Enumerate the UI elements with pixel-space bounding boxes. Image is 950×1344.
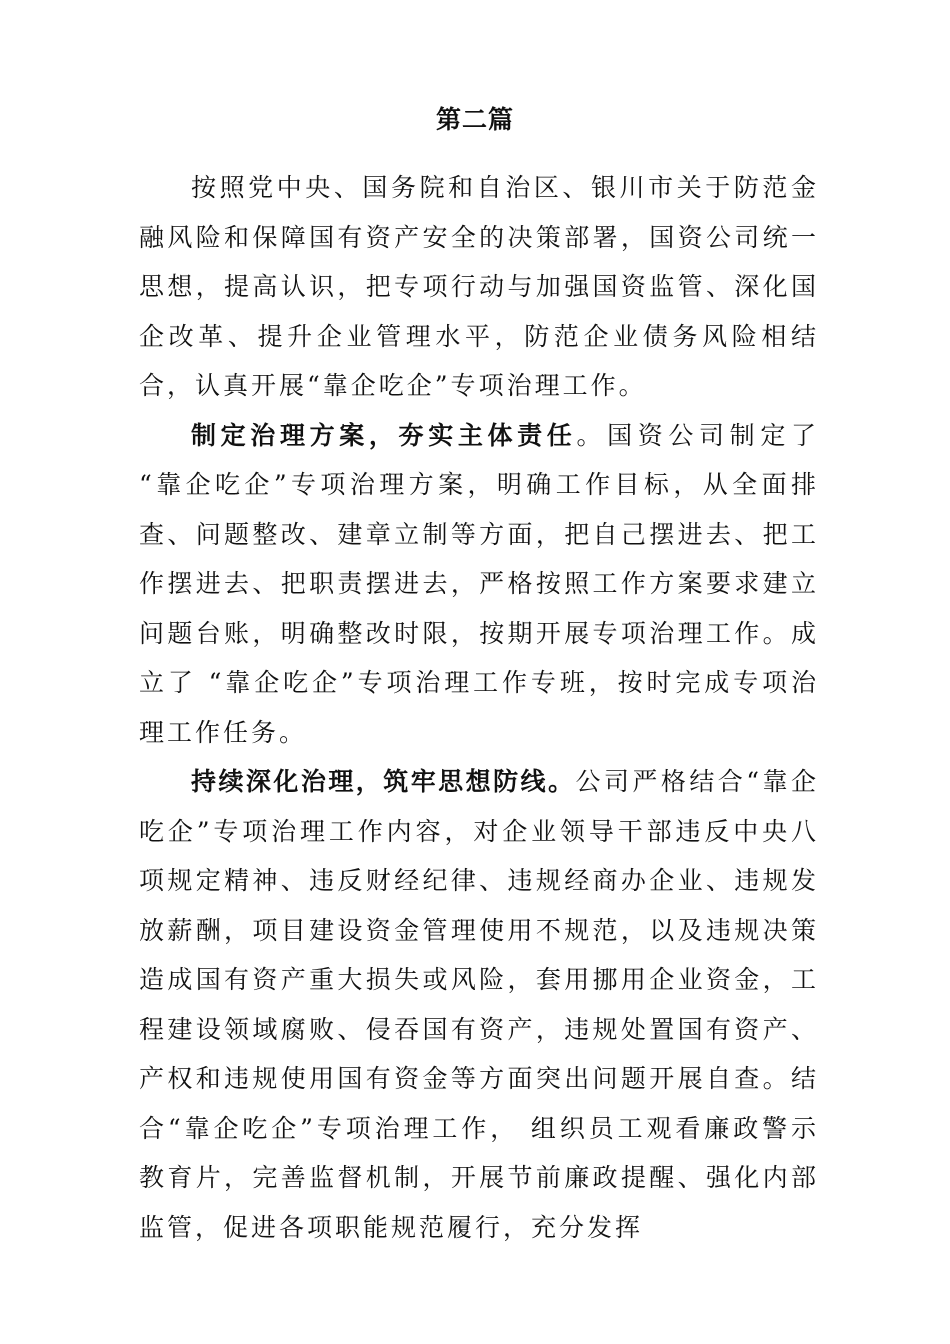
paragraph-governance-plan — [139, 411, 819, 758]
paragraph-text: 按照党中央、国务院和自治区、银川市关于防范金融风险和保障国有资产安全的决策部署，国资公司统一思想，提高认识，把专项行动与加强国资监管、深化国企改革、提升企业管理水平，防范企业债务风险相结合，认真开展“靠企吃企”专项治理工作。 — [139, 173, 819, 400]
document-body — [139, 163, 819, 1252]
paragraph-lead: 持续深化治理，筑牢思想防线。 — [191, 767, 576, 796]
paragraph-deepen-governance — [139, 757, 819, 1252]
paragraph-intro — [139, 163, 819, 411]
document-title: 第二篇 — [435, 105, 514, 134]
paragraph-text: 。国资公司制定了 “靠企吃企”专项治理方案，明确工作目标，从全面排查、问题整改、建章立制等方面，把自己摆进去、把工作摆进去、把职责摆进去，严格按照工作方案要求建立问题台账，明确整改时限，按期开展专项治理工作。成立了 “靠企吃企”专项治理工作专班，按时完成专项治理工作任务。 — [139, 420, 819, 747]
paragraph-text: 公司严格结合“靠企吃企”专项治理工作内容，对企业领导干部违反中央八项规定精神、违反财经纪律、违规经商办企业、违规发放薪酬，项目建设资金管理使用不规范，以及违规决策造成国有资产重大损失或风险，套用挪用企业资金，工程建设领域腐败、侵吞国有资产，违规处置国有资产、产权和违规使用国有资金等方面突出问题开展自查。结合“靠企吃企”专项治理工作， 组织员工观看廉政警示教育片，完善监督机制，开展节前廉政提醒、强化内部监管，促进各项职能规范履行，充分发挥 — [139, 767, 819, 1242]
paragraph-lead: 制定治理方案，夯实主体责任 — [191, 420, 577, 450]
